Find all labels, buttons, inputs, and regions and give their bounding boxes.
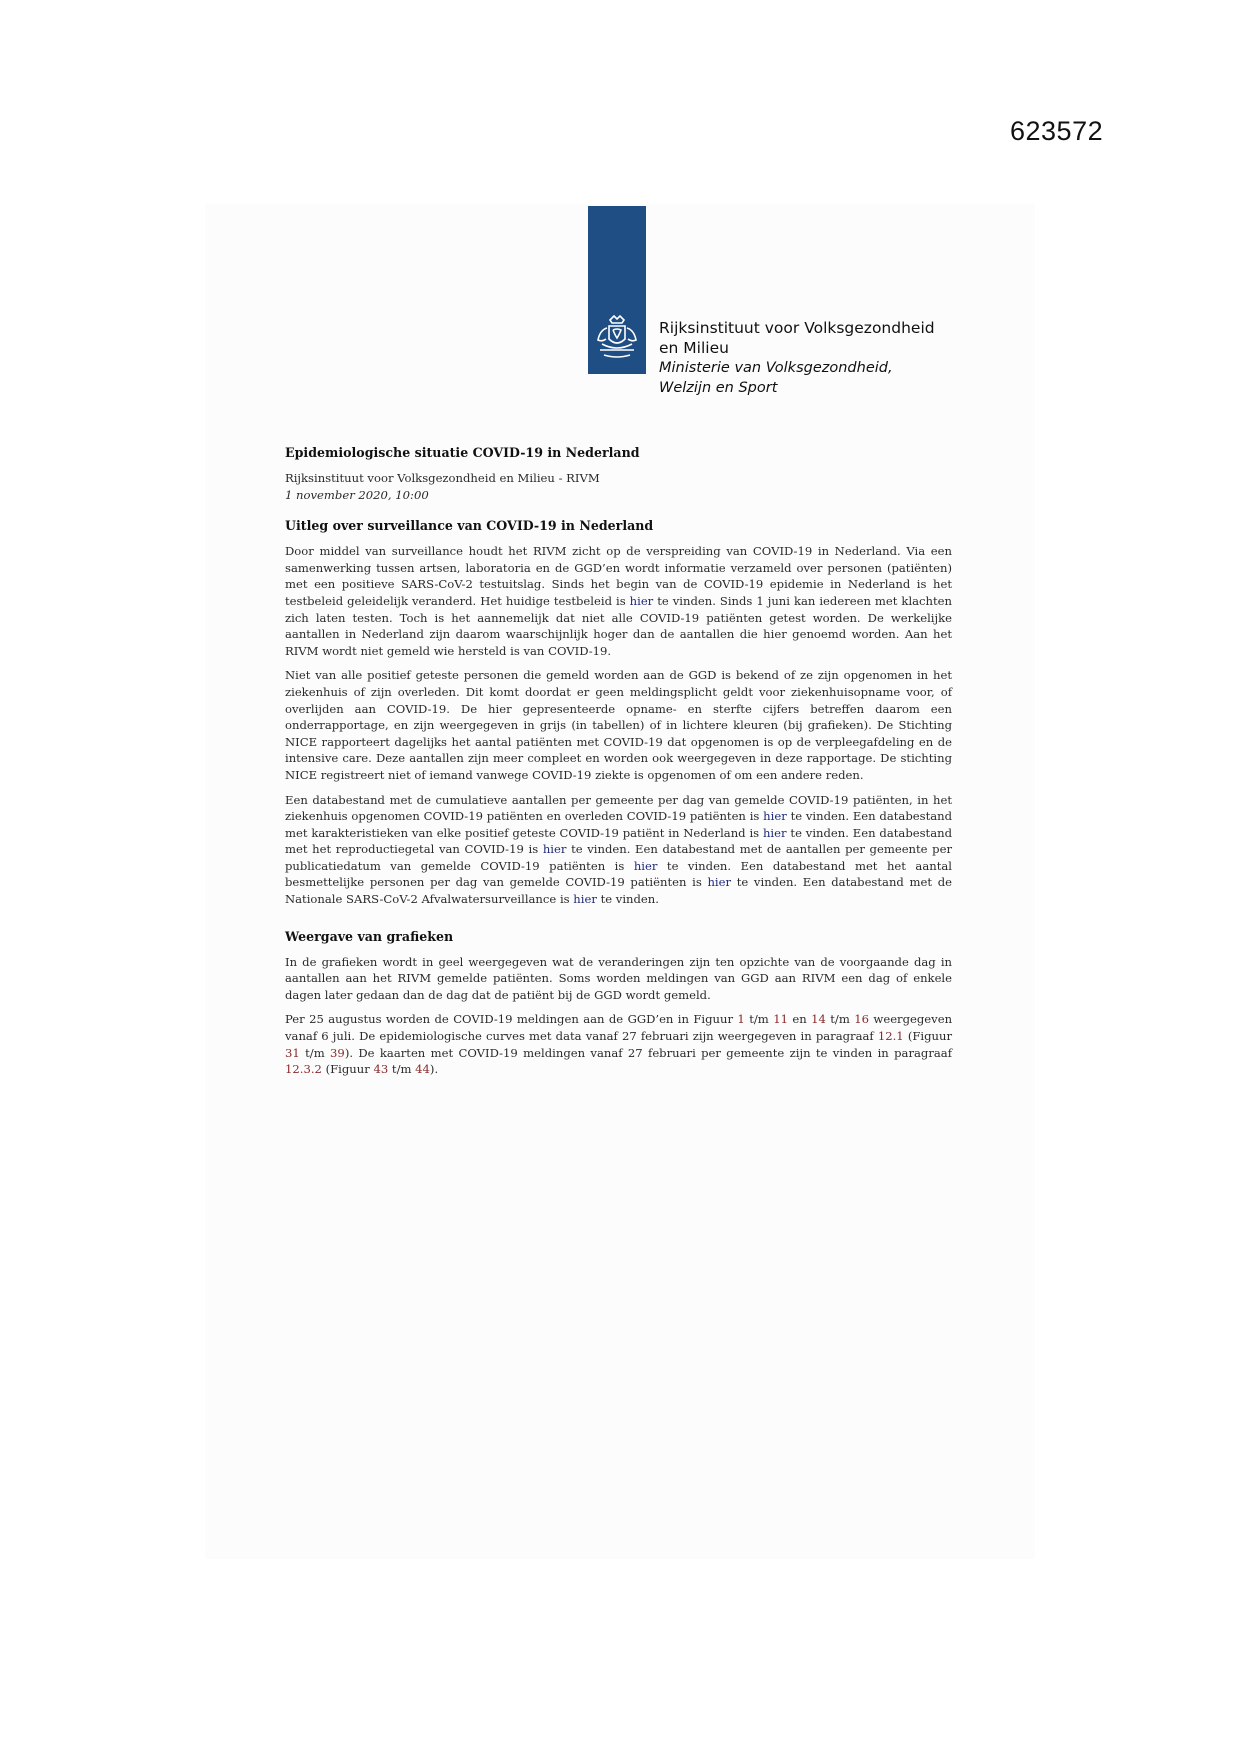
text: te vinden. Een databestand met het reproductiegetal van COVID-19 is xyxy=(285,825,953,857)
paragraph-datasets xyxy=(285,792,952,908)
text: t/m xyxy=(391,1062,412,1077)
organization-name xyxy=(659,318,979,398)
ref-figure[interactable]: 43 xyxy=(373,1062,389,1077)
document-id: 623572 xyxy=(1010,116,1104,146)
paragraph-surveillance-1 xyxy=(285,543,952,659)
text: te vinden. Een databestand met de Nationale SARS-CoV-2 Afvalwatersurveillance is xyxy=(285,875,953,907)
text: te vinden. Een databestand met karakteristieken van elke positief geteste COVID-19 patiënt in Nederland is xyxy=(285,809,953,840)
link-dataset-publication[interactable]: hier xyxy=(633,858,658,873)
org-name-line-1: Rijksinstituut voor Volksgezondheid xyxy=(659,319,935,337)
section-heading-surveillance: Uitleg over surveillance van COVID-19 in Nederland xyxy=(285,518,654,534)
ministry-line-2: Welzijn en Sport xyxy=(659,380,778,396)
ref-figure[interactable]: 1 xyxy=(737,1012,745,1027)
text: te vinden. Een databestand met de aantallen per gemeente per publicatiedatum van gemelde COVID-19 patiënten is xyxy=(285,842,953,873)
text: t/m xyxy=(830,1012,850,1027)
link-dataset-characteristics[interactable]: hier xyxy=(762,825,787,840)
ref-figure[interactable]: 31 xyxy=(285,1045,300,1060)
link-dataset-cumulative[interactable]: hier xyxy=(763,809,787,824)
report-body xyxy=(285,444,952,1078)
text: te vinden. Sinds 1 juni kan iedereen met klachten zich laten testen. Toch is het aannemelijk dat niet alle COVID-19 patiënten getest worden. De werkelijke aantallen in Nederland zijn daarom waarschijnlijk hoger dan de aantallen die hier genoemd worden. Aan het RIVM wordt niet gemeld wie hersteld is van COVID-19. xyxy=(285,593,953,658)
link-dataset-contagious[interactable]: hier xyxy=(707,875,732,890)
ministry-line-1: Ministerie van Volksgezondheid, xyxy=(659,360,893,376)
ref-figure[interactable]: 39 xyxy=(330,1045,345,1060)
text: Een databestand met de cumulatieve aantallen per gemeente per dag van gemelde COVID-19 patiënten, in het ziekenhuis opgenomen COVID-19 patiënten en overleden COVID-19 patiënten is xyxy=(285,792,952,824)
ref-figure[interactable]: 11 xyxy=(773,1012,788,1027)
text: ). De kaarten met COVID-19 meldingen vanaf 27 februari per gemeente zijn te vinden in paragraaf xyxy=(344,1045,952,1060)
ref-section[interactable]: 12.3.2 xyxy=(285,1062,322,1077)
report-date: 1 november 2020, 10:00 xyxy=(285,487,429,502)
text: (Figuur xyxy=(325,1062,370,1077)
ref-section[interactable]: 12.1 xyxy=(877,1029,904,1044)
crest-icon xyxy=(592,312,642,362)
org-name-line-2: en Milieu xyxy=(659,339,729,357)
text: Door middel van surveillance houdt het RIVM zicht op de verspreiding van COVID-19 in Nederland. Via een samenwerking tussen artsen, laboratoria en de GGD’en wordt informatie verzameld over personen (patiënten) met een positieve SARS-CoV-2 testuitslag. Sinds het begin van de COVID-19 epidemie in Nederland is het testbeleid geleidelijk veranderd. Het huidige testbeleid is xyxy=(285,544,952,608)
ref-figure[interactable]: 44 xyxy=(415,1062,430,1077)
text: t/m xyxy=(305,1045,325,1060)
text: en xyxy=(792,1012,807,1027)
paragraph-graphs-2 xyxy=(285,1011,952,1077)
rijksoverheid-logo-bar xyxy=(588,206,646,374)
report-meta xyxy=(285,470,952,503)
text: te vinden. xyxy=(600,892,659,907)
ref-figure[interactable]: 14 xyxy=(811,1012,826,1027)
text: (Figuur xyxy=(907,1029,952,1044)
text: te vinden. Een databestand met het aantal besmettelijke personen per dag van gemelde COVID-19 patiënten is xyxy=(285,858,953,890)
paragraph-graphs-1: In de grafieken wordt in geel weergegeven wat de veranderingen zijn ten opzichte van de voorgaande dag in aantallen aan het RIVM gemelde patiënten. Soms worden meldingen van GGD aan RIVM een dag of enkele dagen later gedaan dan de dag dat de patiënt bij de GGD wordt gemeld. xyxy=(285,954,952,1002)
report-author: Rijksinstituut voor Volksgezondheid en Milieu - RIVM xyxy=(285,471,600,485)
ref-figure[interactable]: 16 xyxy=(854,1012,869,1027)
paragraph-surveillance-2: Niet van alle positief geteste personen die gemeld worden aan de GGD is bekend of ze zijn opgenomen in het ziekenhuis of zijn overleden. Dit komt doordat er geen meldingsplicht geldt voor ziekenhuisopname voor, of overlijden aan COVID-19. De hier gepresenteerde opname- en sterfte cijfers betreffen daarom een onderrapportage, en zijn weergegeven in grijs (in tabellen) of in lichtere kleuren (bij grafieken). De Stichting NICE rapporteert dagelijks het aantal patiënten met COVID-19 dat opgenomen is op de verpleegafdeling en de intensive care. Deze aantallen zijn meer compleet en worden ook weergegeven in deze rapportage. De stichting NICE registreert niet of iemand vanwege COVID-19 ziekte is opgenomen of om een andere reden. xyxy=(285,668,952,782)
text: Per 25 augustus worden de COVID-19 meldingen aan de GGD’en in Figuur xyxy=(285,1012,734,1027)
text: weergegeven vanaf 6 juli. De epidemiologische curves met data vanaf 27 februari zijn weergegeven in paragraaf xyxy=(285,1012,953,1044)
link-dataset-wastewater[interactable]: hier xyxy=(573,892,597,907)
text: ). xyxy=(429,1062,439,1077)
report-title: Epidemiologische situatie COVID-19 in Nederland xyxy=(285,445,640,460)
link-testbeleid[interactable]: hier xyxy=(629,593,654,608)
link-dataset-reproduction[interactable]: hier xyxy=(542,842,567,857)
section-heading-graphs: Weergave van grafieken xyxy=(285,928,454,944)
text: t/m xyxy=(749,1012,769,1027)
